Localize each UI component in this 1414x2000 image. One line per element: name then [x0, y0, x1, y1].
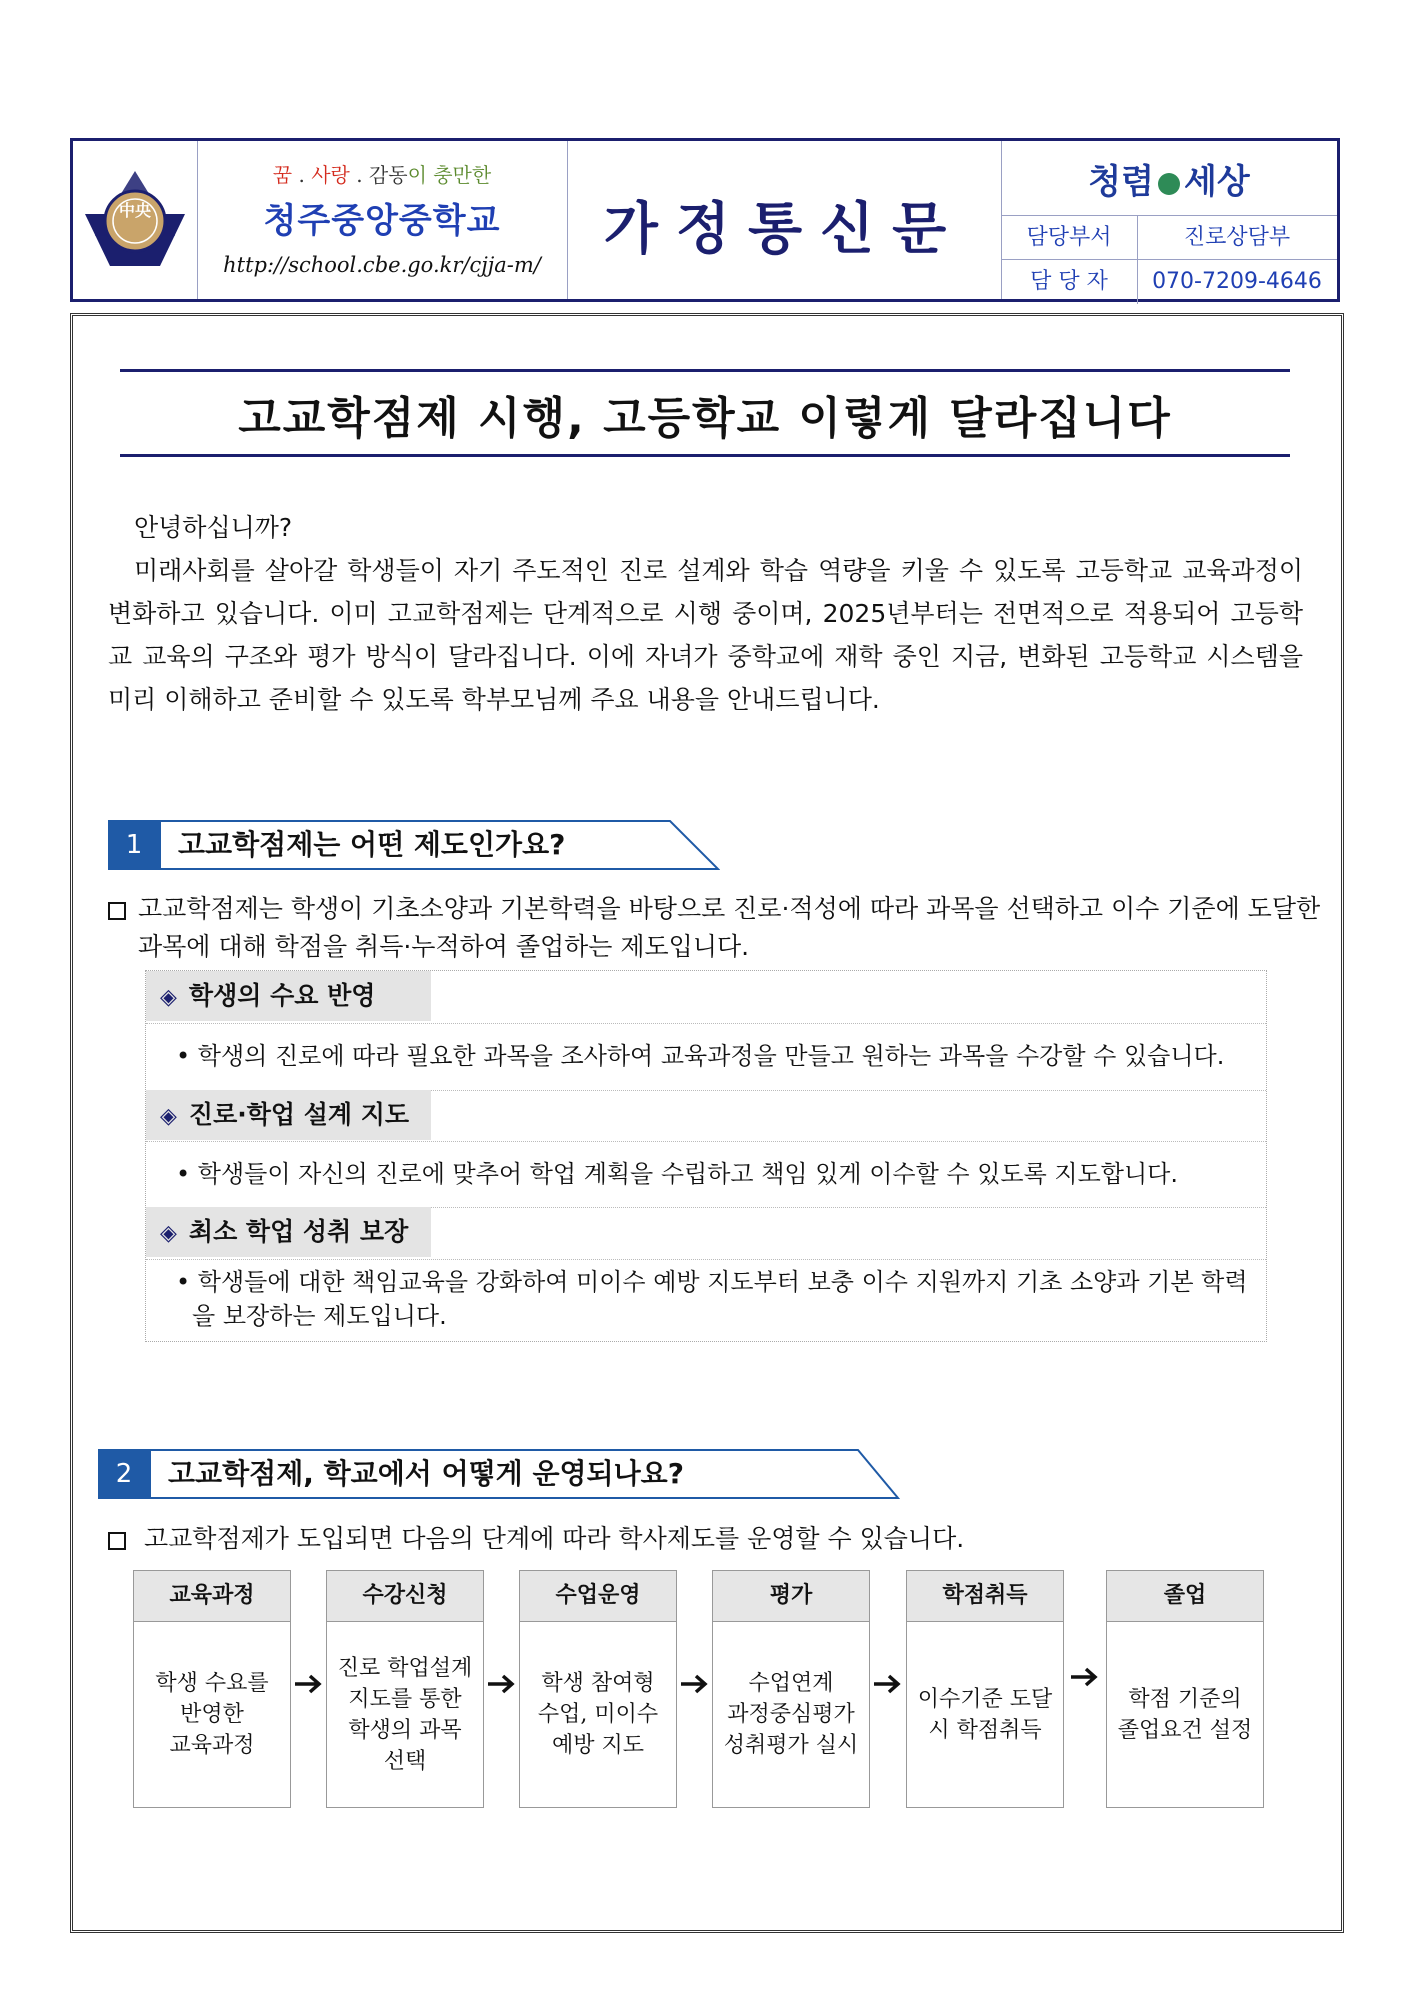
school-cell: [197, 141, 568, 299]
logo-text: 中央: [118, 201, 152, 220]
flow-step-2: 수강신청 진로 학업설계 지도를 통한 학생의 과목 선택: [326, 1570, 484, 1808]
section2-number: 2: [98, 1449, 150, 1499]
arrow-right-icon: [292, 1672, 326, 1696]
feature-text-2: • 학생들이 자신의 진로에 맞추어 학업 계획을 수립하고 책임 있게 이수할 수 있도록 지도합니다.: [176, 1160, 1178, 1188]
feature-title-3: ◈ 최소 학업 성취 보장: [146, 1207, 431, 1257]
diamond-icon: ◈: [160, 985, 177, 1010]
feature-title-1: ◈ 학생의 수요 반영: [146, 971, 431, 1021]
title-rule-bottom: [120, 454, 1290, 457]
flow-step-5: 학점취득 이수기준 도달 시 학점취득: [906, 1570, 1064, 1808]
logo-cell: [73, 141, 198, 299]
newsletter-header: [70, 138, 1340, 302]
section2-header: [98, 1449, 858, 1499]
flow-step-1: 교육과정 학생 수요를 반영한 교육과정: [133, 1570, 291, 1808]
diamond-icon: ◈: [160, 1221, 177, 1246]
section1-desc: 고교학점제는 학생이 기초소양과 기본학력을 바탕으로 진로·적성에 따라 과목을 선택하고 이수 기준에 도달한 과목에 대해 학점을 취득·누적하여 졸업하는 제도입니다.: [108, 890, 1338, 966]
integrity-slogan: 청렴 세상: [1088, 162, 1250, 202]
feature-text-1: • 학생의 진로에 따라 필요한 과목을 조사하여 교육과정을 만들고 원하는 과목을 수강할 수 있습니다.: [176, 1042, 1225, 1070]
flow-step-3: 수업운영 학생 참여형 수업, 미이수 예방 지도: [519, 1570, 677, 1808]
school-motto: 꿈 . 사랑 . 감동이 충만한: [272, 163, 492, 187]
flow-step-4: 평가 수업연계 과정중심평가 성취평가 실시: [712, 1570, 870, 1808]
section1-number: 1: [108, 820, 160, 870]
feature-text-3: • 학생들에 대한 책임교육을 강화하여 미이수 예방 지도부터 보충 이수 지원까지 기초 소양과 기본 학력을 보장하는 제도입니다.: [176, 1268, 1248, 1330]
main-title: 고교학점제 시행, 고등학교 이렇게 달라집니다: [238, 393, 1172, 444]
arrow-right-icon: [871, 1672, 905, 1696]
arrow-right-icon: [678, 1672, 712, 1696]
school-name: 청주중앙중학교: [263, 201, 501, 241]
arrow-right-icon: [485, 1672, 519, 1696]
slogan-emblem-icon: [1158, 173, 1180, 195]
feature-title-2: ◈ 진로·학업 설계 지도: [146, 1090, 431, 1140]
intro-body: 미래사회를 살아갈 학생들이 자기 주도적인 진로 설계와 학습 역량을 키울 수 있도록 고등학교 교육과정이 변화하고 있습니다. 이미 고교학점제는 단계적으로 시행 중이며, 2025년부터는 전면적으로 적용되어 고등학교 교육의 구조와 평가 방식이 달라집니다. 이에 자녀가 중학교에 재학 중인 지금, 변화된 고등학교 시스템을 미리 이해하고 준비할 수 있도록 학부모님께 주요 내용을 안내드립니다.: [108, 556, 1303, 714]
section2-desc: 고교학점제가 도입되면 다음의 단계에 따라 학사제도를 운영할 수 있습니다.: [108, 1520, 1338, 1558]
newsletter-title: 가정통신문: [603, 197, 965, 262]
checkbox-bullet-icon: [108, 902, 126, 920]
info-row-department: 담당부서 진로상담부: [1001, 215, 1337, 260]
school-logo-icon: [80, 166, 190, 276]
diamond-icon: ◈: [160, 1104, 177, 1129]
flow-step-6: 졸업 학점 기준의 졸업요건 설정: [1106, 1570, 1264, 1808]
section1-title: 고교학점제는 어떤 제도인가요?: [178, 828, 566, 861]
checkbox-bullet-icon: [108, 1532, 126, 1550]
section2-title: 고교학점제, 학교에서 어떻게 운영되나요?: [168, 1457, 684, 1490]
section1-header: [108, 820, 708, 870]
intro-greeting: 안녕하십니까?: [134, 513, 293, 542]
arrow-right-icon: [1068, 1665, 1102, 1689]
info-cell: [1001, 141, 1337, 299]
info-row-contact: 담 당 자 070-7209-4646: [1001, 259, 1337, 304]
title-rule-top: [120, 369, 1290, 372]
features-box: [145, 970, 1267, 1342]
title-cell: [567, 141, 1002, 299]
school-url-link[interactable]: http://school.cbe.go.kr/cjja-m/: [223, 253, 541, 277]
